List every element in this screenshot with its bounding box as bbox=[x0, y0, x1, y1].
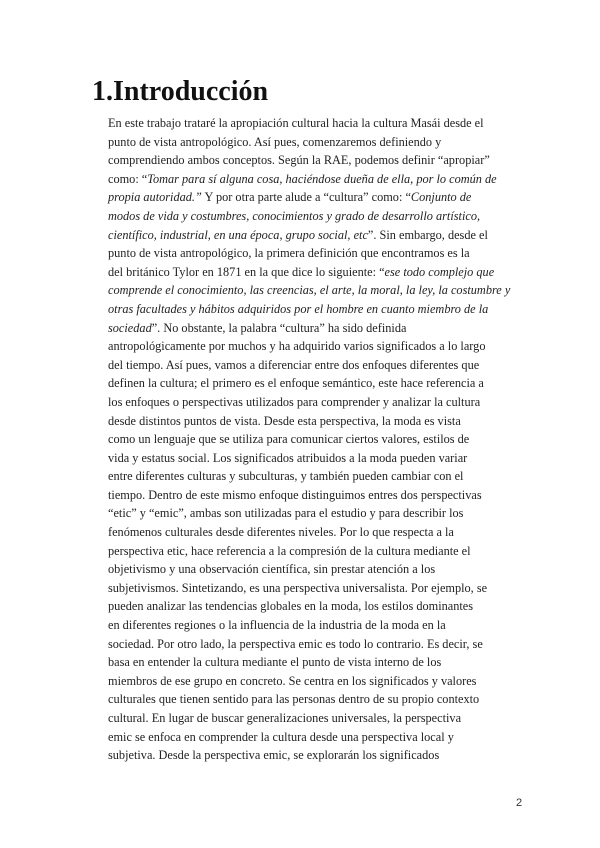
text-run: desde distintos puntos de vista. Desde esta perspectiva, la moda es vista bbox=[108, 413, 461, 428]
text-line bbox=[108, 412, 524, 431]
section-heading bbox=[92, 76, 268, 108]
text-line bbox=[108, 114, 524, 133]
text-run: tiempo. Dentro de este mismo enfoque distinguimos entres dos perspectivas bbox=[108, 487, 482, 502]
text-run: como un lenguaje que se utiliza para comunicar ciertos valores, estilos de bbox=[108, 432, 470, 447]
text-run: En este trabajo trataré la apropiación cultural hacia la cultura Masái desde el bbox=[108, 116, 484, 130]
text-line bbox=[108, 133, 524, 152]
text-run: Y por otra parte alude a “cultura” como: “ bbox=[201, 190, 411, 205]
body-paragraph bbox=[108, 114, 524, 765]
text-run: definen la cultura; el primero es el enfoque semántico, este hace referencia a bbox=[108, 376, 484, 391]
quoted-definition: propia autoridad.” bbox=[108, 190, 202, 205]
text-line bbox=[108, 430, 524, 449]
text-line bbox=[108, 207, 524, 226]
text-line bbox=[108, 244, 524, 263]
text-run: entre diferentes culturas y subculturas, y también pueden cambiar con el bbox=[108, 469, 464, 484]
text-line bbox=[108, 746, 524, 765]
text-line bbox=[108, 226, 524, 245]
text-run: en diferentes regiones o la influencia de la industria de la moda en la bbox=[108, 618, 446, 633]
text-line bbox=[108, 709, 524, 728]
text-line bbox=[108, 467, 524, 486]
quoted-definition: científico, industrial, en una época, grupo social, etc bbox=[108, 227, 368, 242]
text-line bbox=[108, 300, 524, 319]
quoted-definition: Tomar para sí alguna cosa, haciéndose dueña de ella, por lo común de bbox=[147, 171, 497, 186]
text-line bbox=[108, 281, 524, 300]
text-run: “etic” y “emic”, ambas son utilizadas para el estudio y para describir los bbox=[108, 506, 464, 521]
text-line bbox=[108, 486, 524, 505]
text-run: ”. Sin embargo, desde el bbox=[367, 227, 488, 242]
text-line bbox=[108, 542, 524, 561]
text-line bbox=[108, 374, 524, 393]
section-title: Introducción bbox=[113, 76, 269, 107]
text-run: comprendiendo ambos conceptos. Según la RAE, podemos definir “apropiar” bbox=[108, 153, 490, 168]
text-run: subjetivismos. Sintetizando, es una perspectiva universalista. Por ejemplo, se bbox=[108, 580, 488, 595]
text-run: miembros de ese grupo en concreto. Se centra en los significados y valores bbox=[108, 673, 477, 688]
text-run: culturales que tienen sentido para las personas dentro de su propio contexto bbox=[108, 692, 480, 707]
text-line bbox=[108, 151, 524, 170]
text-run: pueden analizar las tendencias globales en la moda, los estilos dominantes bbox=[108, 599, 474, 614]
text-line bbox=[108, 653, 524, 672]
text-run: del británico Tylor en 1871 en la que dice lo siguiente: “ bbox=[108, 264, 385, 279]
quoted-definition: otras facultades y hábitos adquiridos por el hombre en cuanto miembro de la bbox=[108, 301, 489, 316]
text-line bbox=[108, 579, 524, 598]
text-run: emic se enfoca en comprender la cultura desde una perspectiva local y bbox=[108, 729, 454, 744]
text-line bbox=[108, 337, 524, 356]
text-run: ”. No obstante, la palabra “cultura” ha sido definida bbox=[151, 320, 407, 335]
text-line bbox=[108, 449, 524, 468]
text-line bbox=[108, 690, 524, 709]
text-run: objetivismo y una observación científica, sin prestar atención a los bbox=[108, 562, 436, 577]
text-line bbox=[108, 504, 524, 523]
text-line bbox=[108, 597, 524, 616]
quoted-definition: comprende el conocimiento, las creencias, el arte, la moral, la ley, la costumbre y bbox=[108, 283, 511, 298]
text-run: los enfoques o perspectivas utilizados para comprender y analizar la cultura bbox=[108, 394, 481, 409]
section-number: 1. bbox=[92, 76, 113, 107]
text-run: cultural. En lugar de buscar generalizaciones universales, la perspectiva bbox=[108, 711, 462, 725]
text-line bbox=[108, 263, 524, 282]
text-line bbox=[108, 672, 524, 691]
page-number: 2 bbox=[516, 797, 523, 809]
text-line bbox=[108, 170, 524, 189]
text-run: subjetiva. Desde la perspectiva emic, se explorarán los significados bbox=[108, 748, 440, 763]
text-run: como: “ bbox=[108, 171, 148, 186]
text-run: vida y estatus social. Los significados atribuidos a la moda pueden variar bbox=[108, 450, 468, 465]
quoted-definition: sociedad bbox=[108, 320, 152, 335]
text-run: del tiempo. Así pues, vamos a diferenciar entre dos enfoques diferentes que bbox=[108, 357, 480, 372]
text-line bbox=[108, 393, 524, 412]
text-run: antropológicamente por muchos y ha adquirido varios significados a lo largo bbox=[108, 339, 486, 354]
text-run: punto de vista antropológico, la primera definición que encontramos es la bbox=[108, 246, 470, 261]
text-line bbox=[108, 728, 524, 747]
text-run: sociedad. Por otro lado, la perspectiva emic es todo lo contrario. Es decir, se bbox=[108, 636, 483, 651]
text-run: perspectiva etic, hace referencia a la compresión de la cultura mediante el bbox=[108, 543, 471, 558]
text-run: fenómenos culturales desde diferentes niveles. Por lo que respecta a la bbox=[108, 525, 454, 540]
text-run: punto de vista antropológico. Así pues, comenzaremos definiendo y bbox=[108, 134, 442, 149]
quoted-definition: modos de vida y costumbres, conocimientos y grado de desarrollo artístico, bbox=[108, 208, 481, 223]
text-line bbox=[108, 616, 524, 635]
text-line bbox=[108, 356, 524, 375]
quoted-definition: Conjunto de bbox=[410, 190, 472, 205]
text-line bbox=[108, 319, 524, 338]
quoted-definition: ese todo complejo que bbox=[384, 264, 495, 279]
text-line bbox=[108, 523, 524, 542]
text-line bbox=[108, 635, 524, 654]
text-line bbox=[108, 560, 524, 579]
text-run: basa en entender la cultura mediante el punto de vista interno de los bbox=[108, 655, 442, 670]
text-line bbox=[108, 188, 524, 207]
